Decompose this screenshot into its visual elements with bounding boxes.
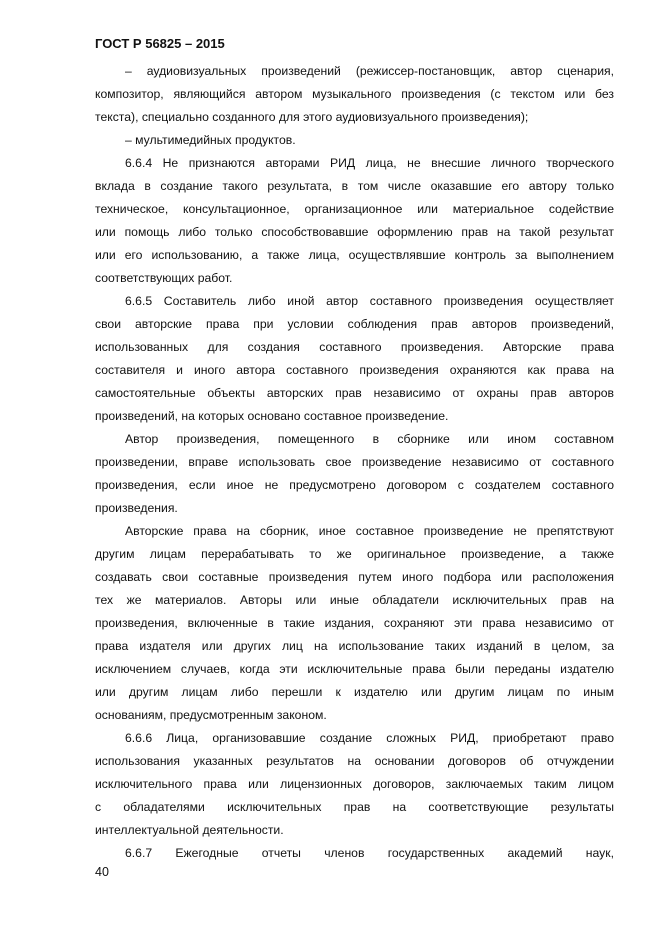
- page-number: 40: [95, 865, 109, 879]
- text-line: другим лицам перерабатывать то же оригинальное произведение, а также: [95, 547, 614, 561]
- text-line: с обладателями исключительных прав на соответствующие результаты: [95, 800, 614, 814]
- text-line: 6.6.4 Не признаются авторами РИД лица, не внесшие личного творческого: [125, 156, 614, 170]
- text-line: использованных для создания составного произведения. Авторские права: [95, 340, 614, 354]
- text-line: составителя и иного автора составного произведения охраняются как права на: [95, 363, 614, 377]
- text-line: Авторские права на сборник, иное составное произведение не препятствуют: [125, 524, 614, 538]
- text-line: Автор произведения, помещенного в сборнике или ином составном: [125, 432, 614, 446]
- text-line: использования указанных результатов на основании договоров об отчуждении: [95, 754, 614, 768]
- text-line: права издателя или других лиц на использование таких изданий в целом, за: [95, 639, 614, 653]
- text-line: соответствующих работ.: [95, 271, 233, 285]
- text-line: свои авторские права при условии соблюдения прав авторов произведений,: [95, 317, 614, 331]
- text-line: произведении, вправе использовать свое произведение независимо от составного: [95, 455, 614, 469]
- document-body: [95, 60, 614, 865]
- text-line: техническое, консультационное, организационное или материальное содействие: [95, 202, 614, 216]
- text-line: произведения, включенные в такие издания, сохраняют эти права независимо от: [95, 616, 614, 630]
- document-header: ГОСТ Р 56825 – 2015: [95, 36, 225, 51]
- text-line: исключением случаев, когда эти исключительные права были переданы издателю: [95, 662, 614, 676]
- text-line: или помощь либо только способствовавшие оформлению прав на такой результат: [95, 225, 614, 239]
- text-line: произведения, если иное не предусмотрено договором с создателем составного: [95, 478, 614, 492]
- text-line: или его использованию, а также лица, осуществлявшие контроль за выполнением: [95, 248, 614, 262]
- text-line: или другим лицам либо перешли к издателю или другим лицам по иным: [95, 685, 614, 699]
- text-line: 6.6.6 Лица, организовавшие создание сложных РИД, приобретают право: [125, 731, 614, 745]
- text-line: произведения.: [95, 501, 178, 515]
- text-line: интеллектуальной деятельности.: [95, 823, 284, 837]
- text-line: исключительного права или лицензионных договоров, заключаемых таким лицом: [95, 777, 614, 791]
- text-line: произведений, на которых основано составное произведение.: [95, 409, 449, 423]
- text-line: тех же материалов. Авторы или иные обладатели исключительных прав на: [95, 593, 614, 607]
- text-line: текста), специально созданного для этого аудиовизуального произведения);: [95, 110, 529, 124]
- text-line: – мультимедийных продуктов.: [125, 133, 296, 147]
- text-line: 6.6.7 Ежегодные отчеты членов государственных академий наук,: [125, 846, 614, 860]
- text-line: вклада в создание такого результата, в том числе оказавшие его автору только: [95, 179, 614, 193]
- text-line: самостоятельные объекты авторских прав независимо от охраны прав авторов: [95, 386, 614, 400]
- text-line: – аудиовизуальных произведений (режиссер-постановщик, автор сценария,: [125, 64, 614, 78]
- text-line: 6.6.5 Составитель либо иной автор составного произведения осуществляет: [125, 294, 614, 308]
- text-line: создавать свои составные произведения путем иного подбора или расположения: [95, 570, 614, 584]
- text-line: композитор, являющийся автором музыкального произведения (с текстом или без: [95, 87, 614, 101]
- text-line: основаниям, предусмотренным законом.: [95, 708, 327, 722]
